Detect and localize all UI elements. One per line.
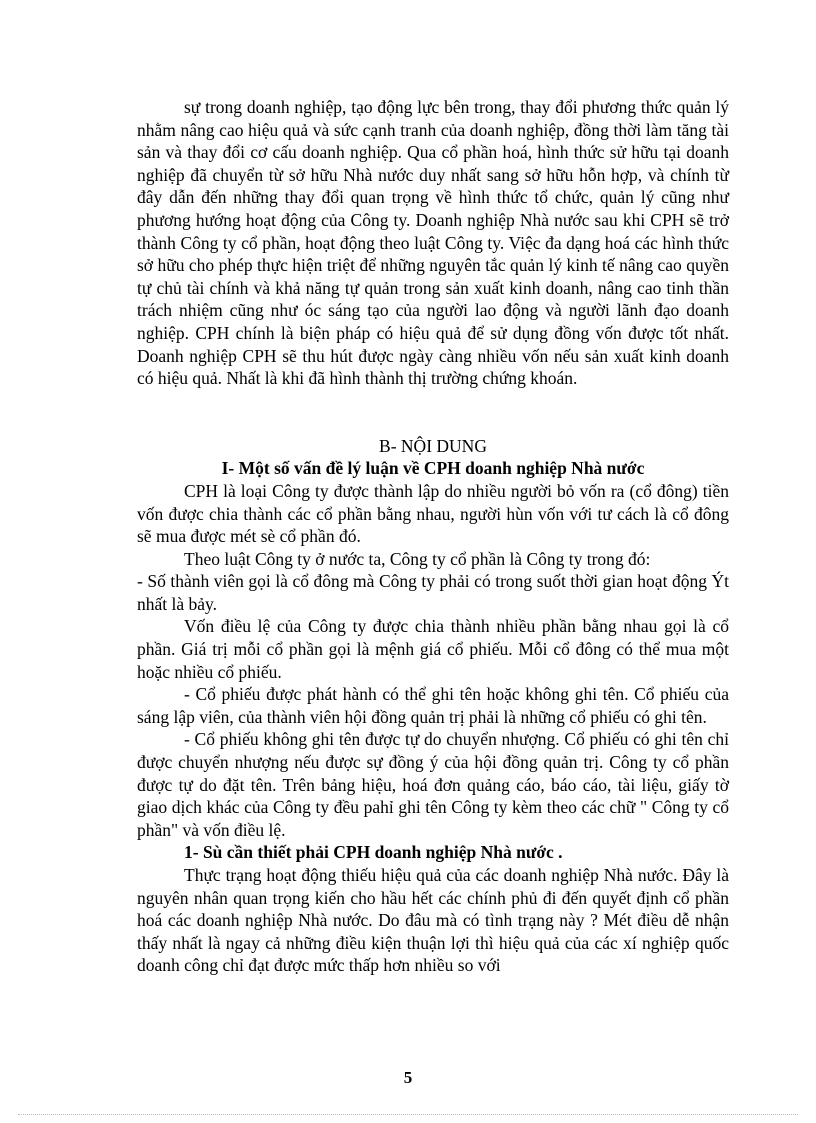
- paragraph-law-intro: Theo luật Công ty ở nước ta, Công ty cổ phần là Công ty trong đó:: [184, 548, 651, 569]
- page-bottom-divider: [18, 1114, 798, 1115]
- paragraph-share-issuance: - Cổ phiếu được phát hành có thể ghi tên hoặc không ghi tên. Cổ phiếu của sáng lập viên, của thành viên hội đồng quản trị phải là những cổ phiếu có ghi tên.: [137, 684, 729, 727]
- paragraph-necessity: Thực trạng hoạt động thiếu hiệu quả của các doanh nghiệp Nhà nước. Đây là nguyên nhân quan trọng kiến cho hầu hết các chính phủ đi đến quyết định cổ phần hoá các doanh nghiệp Nhà nước. Do đâu mà có tình trạng này ? Mét điều dễ nhận thấy nhất là ngay cả những điều kiện thuận lợi thì hiệu quả của các xí nghiệp quốc doanh công chỉ đạt được mức thấp hơn nhiều so với: [137, 865, 729, 976]
- paragraph-cph-definition: CPH là loại Công ty được thành lập do nhiều người bỏ vốn ra (cổ đông) tiền vốn được chia thành các cổ phần bằng nhau, người hùn vốn với tư cách là cổ đông sẽ mua được mét sè cổ phần đó.: [137, 480, 729, 547]
- section-heading-i: I- Một số vấn đề lý luận về CPH doanh nghiệp Nhà nước: [221, 458, 645, 479]
- paragraph-shareholder-count: - Số thành viên gọi là cổ đông mà Công ty phải có trong suốt thời gian hoạt động Ýt nhất là bảy.: [137, 571, 729, 614]
- section-heading-b: B- NỘI DUNG: [379, 435, 487, 456]
- paragraph-charter-capital: Vốn điều lệ của Công ty được chia thành nhiều phần bằng nhau gọi là cổ phần. Giá trị mỗi cổ phần gọi là mệnh giá cổ phiếu. Mỗi cổ đông có thể mua một hoặc nhiều cổ phiếu.: [137, 616, 729, 682]
- paragraph-share-transfer: - Cổ phiếu không ghi tên được tự do chuyển nhượng. Cổ phiếu có ghi tên chỉ được chuyển nhượng nếu được sự đồng ý của hội đồng quản trị. Công ty cổ phần được tự do đặt tên. Trên bảng hiệu, hoá đơn quảng cáo, báo cáo, tài liệu, giấy tờ giao dịch khác của Công ty đều pahỉ ghi tên Công ty kèm theo các chữ " Công ty cổ phần" và vốn điều lệ.: [137, 729, 729, 840]
- paragraph-intro-continued: sự trong doanh nghiệp, tạo động lực bên trong, thay đổi phương thức quản lý nhằm nâng cao hiệu quả và sức cạnh tranh của doanh nghiệp, đồng thời làm tăng tài sản và thay đổi cơ cấu doanh nghiệp. Qua cổ phần hoá, hình thức sử hữu tại doanh nghiệp đã chuyển từ sở hữu Nhà nước duy nhất sang sở hữu hỗn hợp, và chính từ đây dẫn đến những thay đổi quan trọng về hình thức tổ chức, quản lý cũng như phương hướng hoạt động của Công ty. Doanh nghiệp Nhà nước sau khi CPH sẽ trở thành Công ty cổ phần, hoạt động theo luật Công ty. Việc đa dạng hoá các hình thức sở hữu cho phép thực hiện triệt để những nguyên tắc quản lý kinh tế nâng cao quyền tự chủ tài chính và khả năng tự quản trong sản xuất kinh doanh, nâng cao tinh thần trách nhiệm cũng như óc sáng tạo của người lao động và người lãnh đạo doanh nghiệp. CPH chính là biện pháp có hiệu quả để sử dụng đồng vốn được tốt nhất. Doanh nghiệp CPH sẽ thu hút được ngày càng nhiều vốn nếu sản xuất kinh doanh có hiệu quả. Nhất là khi đã hình thành thị trường chứng khoán.: [137, 97, 729, 389]
- document-body: [137, 96, 729, 977]
- subsection-heading-1: 1- Sù cần thiết phải CPH doanh nghiệp Nhà nước .: [184, 842, 563, 863]
- page-number: 5: [403, 1068, 413, 1087]
